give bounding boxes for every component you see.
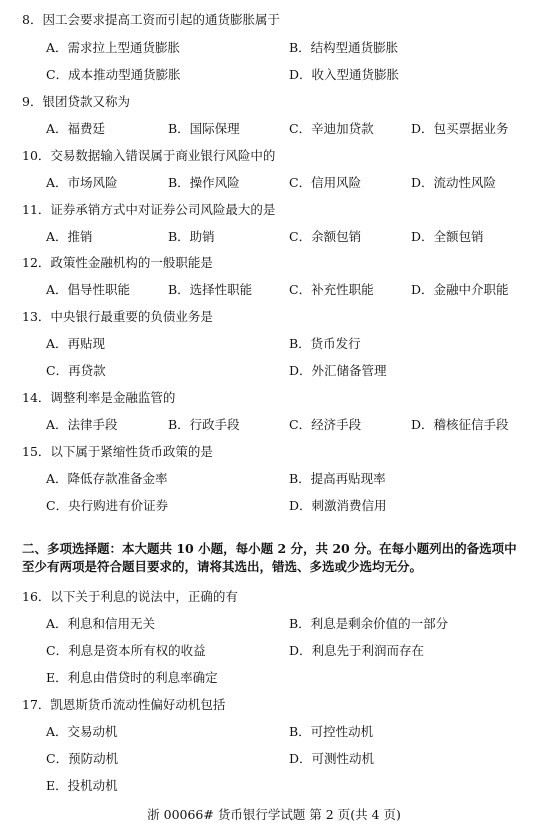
- question-16-option-e: E．利息由借贷时的利息率确定: [46, 670, 218, 685]
- question-14-option-c: C．经济手段: [289, 417, 362, 432]
- question-13-option-a: A．再贴现: [46, 336, 106, 351]
- question-11-stem: 11．证券承销方式中对证券公司风险最大的是: [22, 202, 276, 217]
- question-17-option-c: C．预防动机: [46, 751, 119, 766]
- question-13-option-c: C．再贷款: [46, 363, 106, 378]
- question-12-option-c: C．补充性职能: [289, 282, 374, 297]
- question-11-option-d: D．全额包销: [411, 229, 484, 244]
- question-10-option-c: C．信用风险: [289, 175, 362, 190]
- question-8-stem: 8．因工会要求提高工资而引起的通货膨胀属于: [22, 12, 280, 27]
- question-14-stem: 14．调整利率是金融监管的: [22, 390, 176, 405]
- question-12-option-a: A．倡导性职能: [46, 282, 131, 297]
- question-16-option-a: A．利息和信用无关: [46, 616, 156, 631]
- question-16-option-d: D．利息先于利润而存在: [289, 643, 425, 658]
- question-8-option-b: B．结构型通货膨胀: [289, 40, 399, 55]
- question-13-stem: 13．中央银行最重要的负债业务是: [22, 309, 213, 324]
- question-13-option-b: B．货币发行: [289, 336, 361, 351]
- section-2-heading-line-2: 至少有两项是符合题目要求的，请将其选出，错选、多选或少选均无分。: [22, 559, 423, 574]
- question-15-option-b: B．提高再贴现率: [289, 471, 386, 486]
- question-8-option-c: C．成本推动型通货膨胀: [46, 67, 181, 82]
- question-11-option-c: C．余额包销: [289, 229, 362, 244]
- question-10-option-d: D．流动性风险: [411, 175, 497, 190]
- question-10-option-b: B．操作风险: [168, 175, 240, 190]
- question-15-option-a: A．降低存款准备金率: [46, 471, 168, 486]
- page-footer: 浙 00066# 货币银行学试题 第 2 页(共 4 页): [147, 807, 401, 822]
- question-12-option-b: B．选择性职能: [168, 282, 253, 297]
- question-8-option-d: D．收入型通货膨胀: [289, 67, 400, 82]
- question-12-stem: 12．政策性金融机构的一般职能是: [22, 255, 213, 270]
- question-14-option-b: B．行政手段: [168, 417, 240, 432]
- section-2-heading-line-1: 二、多项选择题：本大题共 10 小题，每小题 2 分，共 20 分。在每小题列出的备选项中: [22, 541, 517, 556]
- question-11-option-b: B．助销: [168, 229, 215, 244]
- question-9-option-b: B．国际保理: [168, 121, 240, 136]
- question-17-option-b: B．可控性动机: [289, 724, 374, 739]
- question-10-stem: 10．交易数据输入错误属于商业银行风险中的: [22, 148, 276, 163]
- question-14-option-d: D．稽核征信手段: [411, 417, 509, 432]
- question-16-option-c: C．利息是资本所有权的收益: [46, 643, 206, 658]
- question-9-option-d: D．包买票据业务: [411, 121, 509, 136]
- question-12-option-d: D．金融中介职能: [411, 282, 509, 297]
- question-11-option-a: A．推销: [46, 229, 93, 244]
- question-15-option-d: D．刺激消费信用: [289, 498, 387, 513]
- question-17-option-d: D．可测性动机: [289, 751, 375, 766]
- question-9-option-c: C．辛迪加贷款: [289, 121, 374, 136]
- question-15-option-c: C．央行购进有价证券: [46, 498, 169, 513]
- question-9-stem: 9．银团贷款又称为: [22, 94, 130, 109]
- question-17-stem: 17．凯恩斯货币流动性偏好动机包括: [22, 697, 226, 712]
- question-10-option-a: A．市场风险: [46, 175, 118, 190]
- section-2-heading: [22, 540, 530, 576]
- question-8-option-a: A．需求拉上型通货膨胀: [46, 40, 181, 55]
- question-15-stem: 15．以下属于紧缩性货币政策的是: [22, 444, 213, 459]
- question-16-option-b: B．利息是剩余价值的一部分: [289, 616, 449, 631]
- question-9-option-a: A．福费廷: [46, 121, 106, 136]
- question-17-option-a: A．交易动机: [46, 724, 118, 739]
- question-14-option-a: A．法律手段: [46, 417, 118, 432]
- question-17-option-e: E．投机动机: [46, 778, 118, 793]
- question-13-option-d: D．外汇储备管理: [289, 363, 387, 378]
- question-16-stem: 16．以下关于利息的说法中，正确的有: [22, 589, 238, 604]
